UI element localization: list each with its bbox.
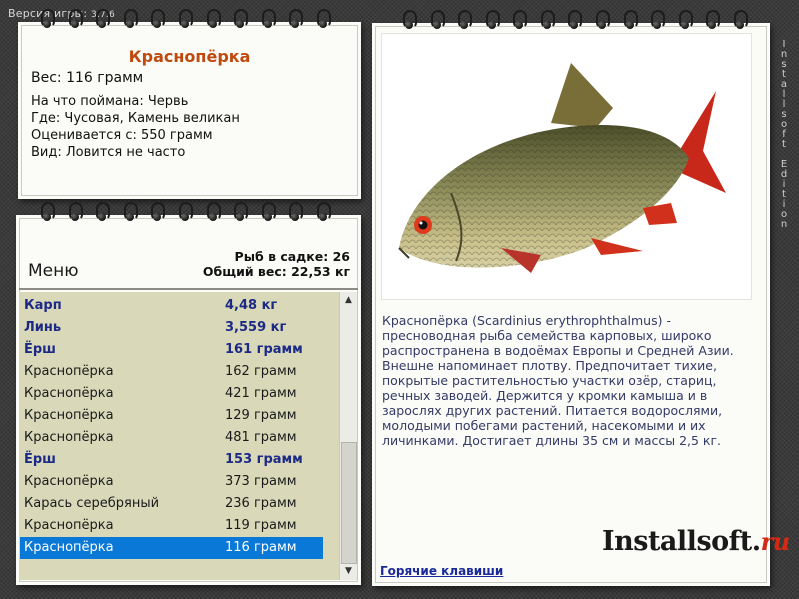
fish-name: Карп [24,298,62,313]
total-weight: Общий вес: 22,53 кг [202,264,350,279]
fish-weight-value: 162 грамм [225,364,297,379]
catch-info-card [18,22,361,199]
spiral-rings-right [402,10,747,32]
spiral-rings-top-left [40,9,330,31]
fish-weight-value: 373 грамм [225,474,297,489]
rudd-fish-icon [381,33,752,300]
scroll-thumb[interactable] [341,442,357,564]
fish-weight-value: 481 грамм [225,430,297,445]
fish-name: Краснопёрка [24,386,114,401]
list-item[interactable] [20,493,323,515]
bait-info: На что поймана: Червь [31,94,189,109]
fish-name: Краснопёрка [24,408,114,423]
list-item[interactable] [20,515,323,537]
installsoft-logo [602,526,790,557]
list-item[interactable] [20,383,323,405]
fish-photo [381,33,752,300]
value-info: Оценивается с: 550 грамм [31,128,213,143]
list-item[interactable] [20,427,323,449]
spiral-rings-menu [40,202,330,224]
menu-button[interactable]: Меню [28,261,79,281]
type-info: Вид: Ловится не часто [31,145,186,160]
fish-name: Линь [24,320,62,335]
list-item[interactable] [20,317,323,339]
list-item[interactable] [20,449,323,471]
list-item[interactable] [20,537,323,559]
hotkeys-link[interactable]: Горячие клавиши [380,564,504,578]
fish-weight-value: 153 грамм [225,452,303,467]
fish-weight-value: 161 грамм [225,342,303,357]
fish-name: Краснопёрка [24,364,114,379]
fish-name: Краснопёрка [24,518,114,533]
fish-weight-value: 119 грамм [225,518,297,533]
menu-card [16,215,361,585]
fish-name: Карась серебряный [24,496,160,511]
fish-name: Ёрш [24,452,56,467]
list-item[interactable] [20,361,323,383]
list-item[interactable] [20,339,323,361]
divider [19,288,358,290]
list-item[interactable] [20,471,323,493]
fish-name: Краснопёрка [24,430,114,445]
fish-description: Краснопёрка (Scardinius erythrophthalmus) - пресноводная рыба семейства карповых, широко распространена в водоёмах Европы и Средней Азии. Внешне напоминает плотву. Предпочитает тихие, покрытые растительностью участки озёр, стариц, речных заводей. Держится у кромки камыша и в зарослях других растений. Питается водорослями, молодыми побегами растений, насекомыми и их личинками. Достигает длины 35 см и массы 2,5 кг. [382,313,734,448]
fish-name: Ёрш [24,342,56,357]
side-vertical-text: I n s t a l l s o f t E d i t i o n [780,39,788,230]
fish-name: Краснопёрка [24,540,114,555]
fish-weight: Вес: 116 грамм [31,70,144,86]
fish-weight-value: 421 грамм [225,386,297,401]
list-scrollbar[interactable] [339,292,357,580]
scroll-up-icon[interactable]: ▲ [345,295,352,305]
fish-weight-value: 129 грамм [225,408,297,423]
version-number: 3.7.6 [91,10,115,20]
catch-list[interactable] [19,292,340,580]
fish-title: Краснопёрка [128,47,251,66]
fish-details [31,93,240,161]
fish-name: Краснопёрка [24,474,114,489]
fish-weight-value: 3,559 кг [225,320,287,335]
scroll-down-icon[interactable]: ▼ [345,566,352,576]
fish-count: Рыб в садке: 26 [234,249,350,264]
logo-suffix: ru [760,527,790,556]
location-info: Где: Чусовая, Камень великан [31,111,240,126]
fish-weight-value: 236 грамм [225,496,297,511]
logo-main: Installsoft. [602,526,761,557]
fish-weight-value: 116 грамм [225,540,297,555]
version-label: Версия игры: [8,7,88,20]
catch-stats [203,249,350,279]
list-item[interactable] [20,405,323,427]
fish-weight-value: 4,48 кг [225,298,278,313]
list-item[interactable] [20,295,323,317]
